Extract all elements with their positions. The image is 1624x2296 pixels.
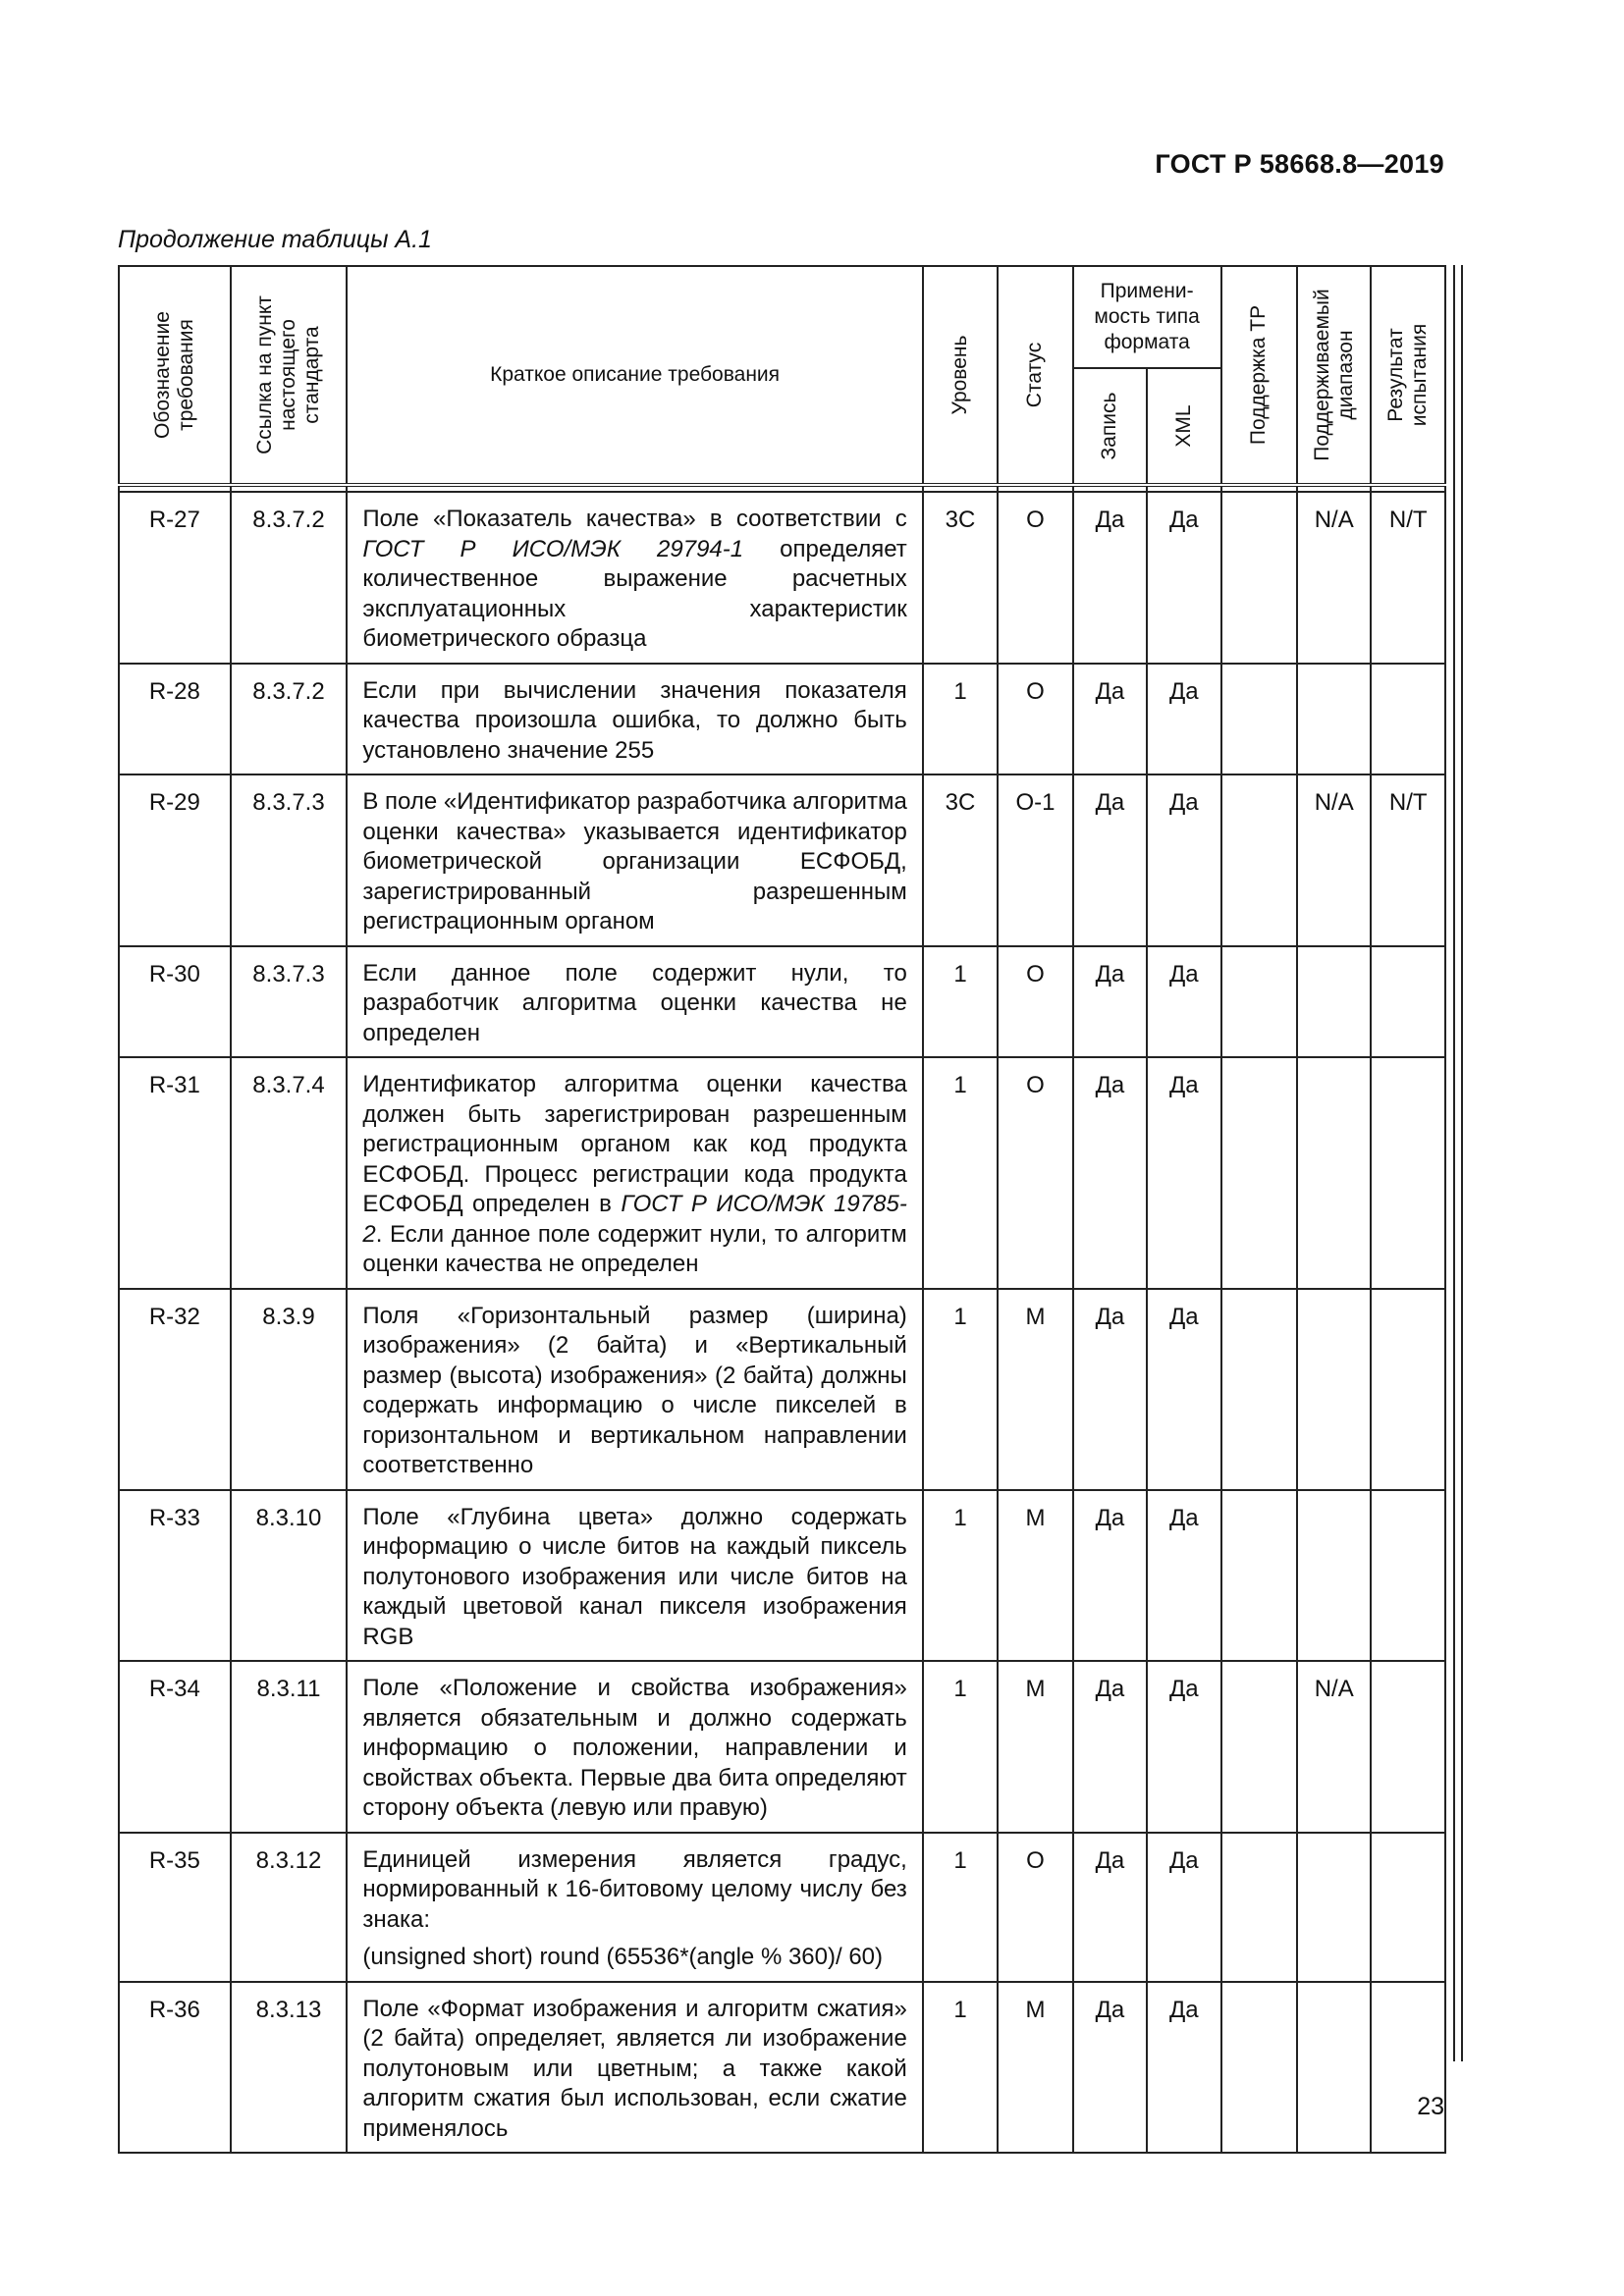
header-description: Краткое описание требования bbox=[347, 266, 922, 485]
cell-desc: Поле «Положение и свойства изображения» является обязательным и должно содержать информацию о положении, направлении и свойствах объекта. Первые два бита определяют сторону объекта (левую или правую) bbox=[347, 1661, 922, 1833]
cell-range bbox=[1297, 946, 1371, 1058]
table-row bbox=[119, 1490, 1445, 1662]
standard-header: ГОСТ Р 58668.8—2019 bbox=[1155, 149, 1444, 179]
header-result: Результат испытания bbox=[1371, 266, 1445, 485]
cell-xml: Да bbox=[1147, 492, 1220, 664]
cell-record: Да bbox=[1073, 1661, 1147, 1833]
table-row bbox=[119, 946, 1445, 1058]
cell-level: 3С bbox=[923, 774, 998, 946]
cell-ref: 8.3.7.3 bbox=[231, 946, 348, 1058]
cell-xml: Да bbox=[1147, 1833, 1220, 1982]
cell-ref: 8.3.12 bbox=[231, 1833, 348, 1982]
cell-tr bbox=[1221, 774, 1297, 946]
cell-ref: 8.3.9 bbox=[231, 1289, 348, 1490]
cell-result bbox=[1371, 1289, 1445, 1490]
header-status: Статус bbox=[998, 266, 1072, 485]
table-row bbox=[119, 664, 1445, 775]
cell-record: Да bbox=[1073, 492, 1147, 664]
table-row bbox=[119, 1057, 1445, 1289]
cell-result bbox=[1371, 1833, 1445, 1982]
cell-level: 1 bbox=[923, 664, 998, 775]
header-applicability: Примени-мость типа формата bbox=[1073, 266, 1221, 368]
cell-record: Да bbox=[1073, 774, 1147, 946]
cell-record: Да bbox=[1073, 946, 1147, 1058]
cell-range bbox=[1297, 1982, 1371, 2154]
cell-ref: 8.3.11 bbox=[231, 1661, 348, 1833]
cell-range: N/A bbox=[1297, 492, 1371, 664]
header-tr-support: Поддержка ТР bbox=[1221, 266, 1297, 485]
cell-record: Да bbox=[1073, 1490, 1147, 1662]
cell-range bbox=[1297, 1490, 1371, 1662]
cell-result bbox=[1371, 1661, 1445, 1833]
cell-record: Да bbox=[1073, 664, 1147, 775]
cell-level: 1 bbox=[923, 1289, 998, 1490]
table-row bbox=[119, 774, 1445, 946]
table-row bbox=[119, 492, 1445, 664]
cell-ref: 8.3.7.3 bbox=[231, 774, 348, 946]
cell-range bbox=[1297, 664, 1371, 775]
cell-level: 1 bbox=[923, 1490, 998, 1662]
cell-id: R-28 bbox=[119, 664, 231, 775]
cell-id: R-36 bbox=[119, 1982, 231, 2154]
cell-record: Да bbox=[1073, 1289, 1147, 1490]
cell-tr bbox=[1221, 664, 1297, 775]
table-row bbox=[119, 1289, 1445, 1490]
cell-ref: 8.3.7.4 bbox=[231, 1057, 348, 1289]
cell-id: R-31 bbox=[119, 1057, 231, 1289]
cell-tr bbox=[1221, 1289, 1297, 1490]
cell-result bbox=[1371, 1490, 1445, 1662]
cell-status: М bbox=[998, 1661, 1072, 1833]
cell-tr bbox=[1221, 1833, 1297, 1982]
requirements-table bbox=[118, 265, 1446, 2154]
cell-status: О bbox=[998, 946, 1072, 1058]
cell-xml: Да bbox=[1147, 946, 1220, 1058]
cell-result: N/T bbox=[1371, 492, 1445, 664]
cell-status: О-1 bbox=[998, 774, 1072, 946]
cell-desc: Единицей измерения является градус, нормированный к 16-битовому целому числу без знака: (unsigned short) round (65536*(angle % 360)/ 60) bbox=[347, 1833, 922, 1982]
cell-xml: Да bbox=[1147, 1057, 1220, 1289]
cell-xml: Да bbox=[1147, 1289, 1220, 1490]
cell-status: О bbox=[998, 492, 1072, 664]
cell-id: R-27 bbox=[119, 492, 231, 664]
cell-tr bbox=[1221, 1982, 1297, 2154]
cell-id: R-30 bbox=[119, 946, 231, 1058]
table-row bbox=[119, 1982, 1445, 2154]
cell-ref: 8.3.13 bbox=[231, 1982, 348, 2154]
cell-range bbox=[1297, 1289, 1371, 1490]
cell-id: R-32 bbox=[119, 1289, 231, 1490]
cell-xml: Да bbox=[1147, 1661, 1220, 1833]
right-double-rule bbox=[1453, 265, 1463, 2061]
page-number: 23 bbox=[1417, 2093, 1444, 2120]
cell-level: 1 bbox=[923, 1833, 998, 1982]
header-record: Запись bbox=[1073, 368, 1147, 485]
cell-desc: Поля «Горизонтальный размер (ширина) изображения» (2 байта) и «Вертикальный размер (высота) изображения» (2 байта) должны содержать информацию о числе пикселей в горизонтальном и вертикальном направлении соответственно bbox=[347, 1289, 922, 1490]
cell-id: R-34 bbox=[119, 1661, 231, 1833]
cell-range: N/A bbox=[1297, 1661, 1371, 1833]
cell-desc: Поле «Показатель качества» в соответствии с ГОСТ Р ИСО/МЭК 29794-1 определяет количественное выражение расчетных эксплуатационных характеристик биометрического образца bbox=[347, 492, 922, 664]
cell-level: 1 bbox=[923, 1982, 998, 2154]
cell-level: 1 bbox=[923, 1057, 998, 1289]
cell-desc: Идентификатор алгоритма оценки качества должен быть зарегистрирован разрешенным регистрационным органом как код продукта ЕСФОБД. Процесс регистрации кода продукта ЕСФОБД определен в ГОСТ Р ИСО/МЭК 19785-2. Если данное поле содержит нули, то алгоритм оценки качества не определен bbox=[347, 1057, 922, 1289]
cell-level: 1 bbox=[923, 946, 998, 1058]
cell-result bbox=[1371, 946, 1445, 1058]
cell-status: О bbox=[998, 1057, 1072, 1289]
header-range: Поддерживаемый диапазон bbox=[1297, 266, 1371, 485]
cell-ref: 8.3.7.2 bbox=[231, 492, 348, 664]
cell-record: Да bbox=[1073, 1057, 1147, 1289]
cell-ref: 8.3.10 bbox=[231, 1490, 348, 1662]
cell-range bbox=[1297, 1833, 1371, 1982]
cell-status: О bbox=[998, 1833, 1072, 1982]
table-caption: Продолжение таблицы А.1 bbox=[118, 226, 432, 253]
cell-id: R-33 bbox=[119, 1490, 231, 1662]
cell-level: 1 bbox=[923, 1661, 998, 1833]
cell-xml: Да bbox=[1147, 1982, 1220, 2154]
cell-desc: Поле «Формат изображения и алгоритм сжатия» (2 байта) определяет, является ли изображение полутоновым или цветным; а также какой алгоритм сжатия был использован, если сжатие применялось bbox=[347, 1982, 922, 2154]
cell-record: Да bbox=[1073, 1982, 1147, 2154]
cell-desc: В поле «Идентификатор разработчика алгоритма оценки качества» указывается идентификатор биометрической организации ЕСФОБД, зарегистрированный разрешенным регистрационным органом bbox=[347, 774, 922, 946]
cell-desc: Если при вычислении значения показателя качества произошла ошибка, то должно быть установлено значение 255 bbox=[347, 664, 922, 775]
cell-ref: 8.3.7.2 bbox=[231, 664, 348, 775]
table-row bbox=[119, 1661, 1445, 1833]
cell-level: 3С bbox=[923, 492, 998, 664]
header-designation: Обозначение требования bbox=[119, 266, 231, 485]
header-level: Уровень bbox=[923, 266, 998, 485]
cell-result: N/T bbox=[1371, 774, 1445, 946]
cell-range bbox=[1297, 1057, 1371, 1289]
cell-status: М bbox=[998, 1982, 1072, 2154]
cell-range: N/A bbox=[1297, 774, 1371, 946]
cell-tr bbox=[1221, 946, 1297, 1058]
table-row bbox=[119, 1833, 1445, 1982]
cell-tr bbox=[1221, 1057, 1297, 1289]
cell-xml: Да bbox=[1147, 664, 1220, 775]
cell-tr bbox=[1221, 492, 1297, 664]
cell-tr bbox=[1221, 1661, 1297, 1833]
requirements-table-wrapper bbox=[118, 265, 1446, 2154]
cell-id: R-29 bbox=[119, 774, 231, 946]
cell-tr bbox=[1221, 1490, 1297, 1662]
cell-desc: Поле «Глубина цвета» должно содержать информацию о числе битов на каждый пиксель полутонового изображения или числе битов на каждый цветовой канал пикселя изображения RGB bbox=[347, 1490, 922, 1662]
cell-xml: Да bbox=[1147, 774, 1220, 946]
cell-desc: Если данное поле содержит нули, то разработчик алгоритма оценки качества не определен bbox=[347, 946, 922, 1058]
cell-status: М bbox=[998, 1289, 1072, 1490]
cell-xml: Да bbox=[1147, 1490, 1220, 1662]
cell-record: Да bbox=[1073, 1833, 1147, 1982]
header-xml: XML bbox=[1147, 368, 1220, 485]
cell-result bbox=[1371, 1982, 1445, 2154]
cell-result bbox=[1371, 1057, 1445, 1289]
cell-id: R-35 bbox=[119, 1833, 231, 1982]
cell-status: М bbox=[998, 1490, 1072, 1662]
header-separator bbox=[119, 485, 1445, 492]
cell-result bbox=[1371, 664, 1445, 775]
cell-status: О bbox=[998, 664, 1072, 775]
header-reference: Ссылка на пункт настоящего стандарта bbox=[231, 266, 348, 485]
